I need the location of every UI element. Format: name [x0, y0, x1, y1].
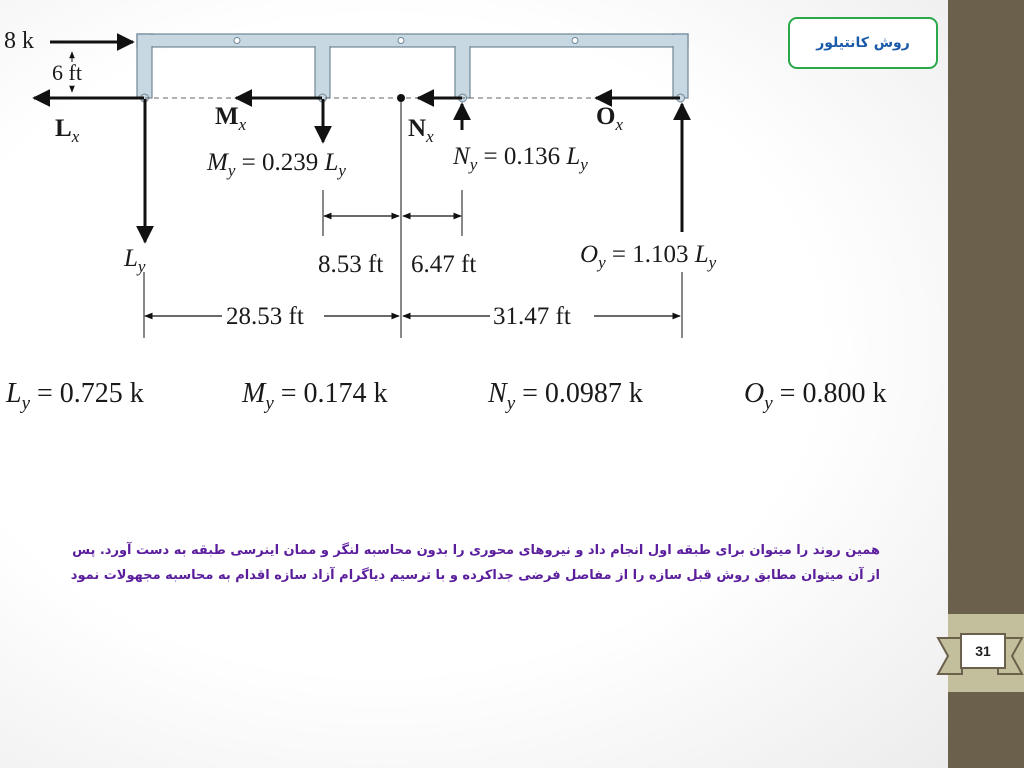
slide-title: روش کانتیلور: [816, 35, 910, 51]
result-Ly: $L_y = 0.725$ k: [6, 378, 144, 414]
dim-label-8.53: 8.53 ft: [318, 251, 384, 278]
load-label: 8 k: [4, 28, 34, 54]
label-Nx: $N_x$: [408, 115, 434, 146]
label-Mx: $M_x$: [215, 103, 247, 134]
label-Ox: $O_x$: [596, 103, 623, 134]
label-Ly: $L_y$: [124, 245, 146, 276]
label-Lx: $L_x$: [55, 115, 80, 146]
dim-label-28.53: 28.53 ft: [226, 303, 304, 330]
paragraph-line-1: همین روند را میتوان برای طبقه اول انجام داد و نیروهای محوری را بدون محاسبه لنگر و ممان اینرسی طبقه به دست آورد. پس: [72, 543, 880, 558]
dim-label-31.47: 31.47 ft: [493, 303, 571, 330]
results-row: [5, 378, 886, 414]
section-point: [397, 94, 405, 102]
column-n: [455, 40, 470, 98]
height-label: 6 ft: [52, 60, 82, 85]
paragraph-line-2: از آن میتوان مطابق روش قبل سازه را از مفاصل فرضی جداکرده و با ترسیم دیاگرام آزاد سازه اقدام به محاسبه مجهولات نمود: [70, 568, 880, 583]
dim-label-6.47: 6.47 ft: [411, 251, 477, 278]
page-number: 31: [960, 633, 1006, 669]
equation-Oy: $O_y = 1.103$ $L_y$: [580, 241, 717, 272]
description-paragraph: [50, 538, 880, 588]
result-My: $M_y = 0.174$ k: [242, 378, 388, 414]
frame-members: [137, 34, 688, 102]
equation-My: $M_y = 0.239$ $L_y$: [207, 149, 346, 180]
result-Oy: $O_y = 0.800$ k: [744, 378, 887, 414]
column-m: [315, 40, 330, 98]
equation-Ny: $N_y = 0.136$ $L_y$: [453, 143, 588, 174]
result-Ny: $N_y = 0.0987$ k: [488, 378, 643, 414]
